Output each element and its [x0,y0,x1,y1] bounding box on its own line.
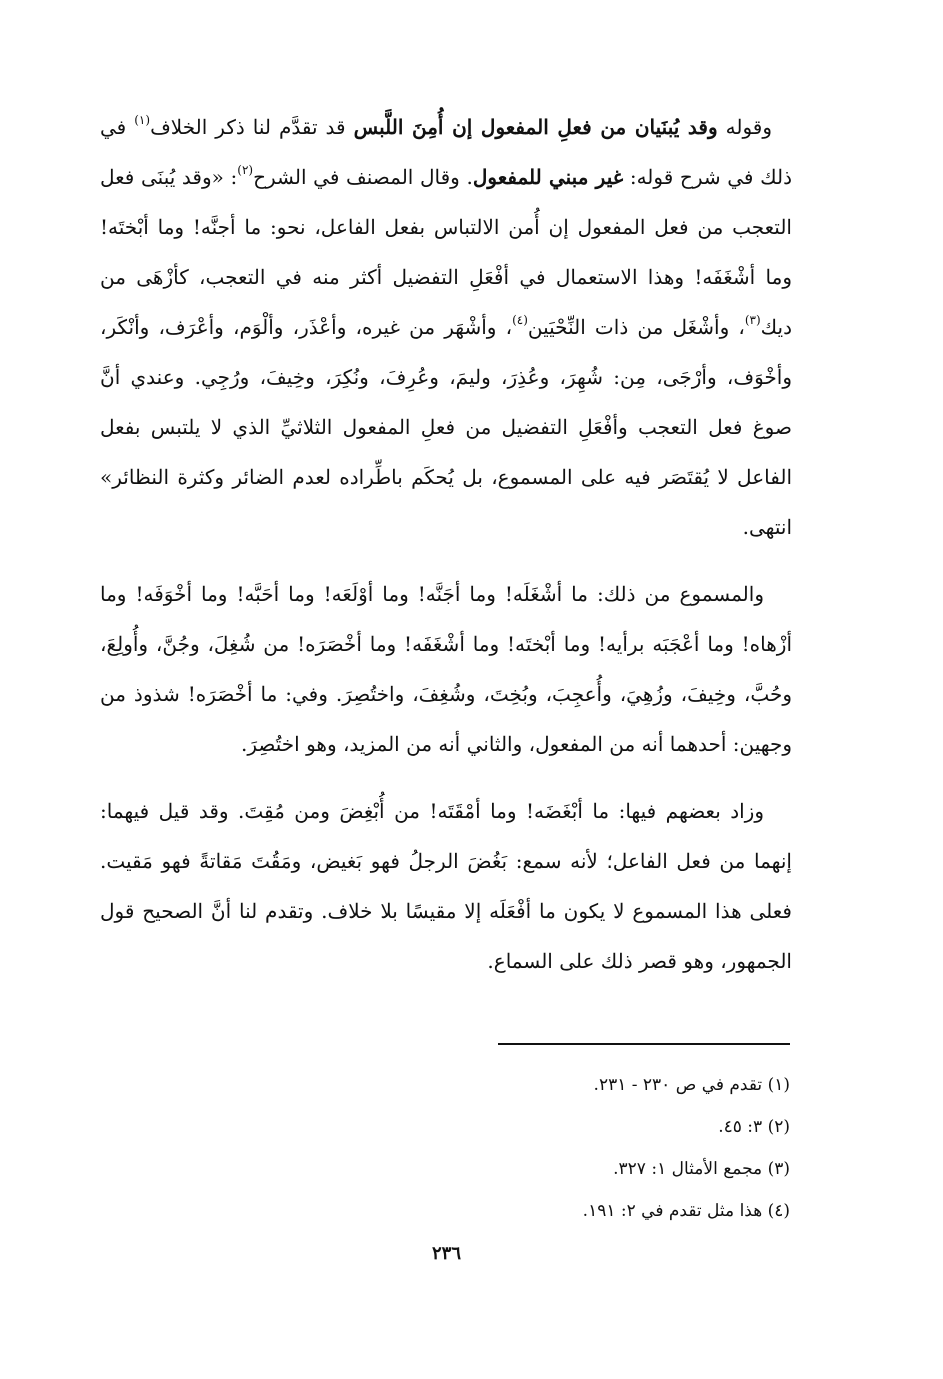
footnote-1: (١) تقدم في ص ٢٣٠ - ٢٣١. [593,1075,790,1095]
footnote-3: (٣) مجمع الأمثال ١: ٣٢٧. [613,1159,790,1179]
main-text [100,102,792,1003]
footnotes [420,1064,790,1232]
page-number: ٢٣٦ [431,1243,461,1264]
text-run: في ذلك في شرح قوله: [100,115,792,189]
text-run: وقوله [717,115,773,139]
paragraph-1 [100,102,792,552]
bold-quote: غير مبني للمفعول [472,165,624,189]
paragraph-2: والمسموع من ذلك: ما أشْغَلَه! وما أجَنَّه! وما أوْلَعَه! وما أحَبَّه! وما أخْوَفَه! وما أزْهاه! وما أعْجَبَه برأيه! وما أبْختَه! وما أشْغَفَه! وما أخْصَرَه! من شُغِلَ، وجُنَّ، وأُولِعَ، وحُبَّ، وخِيفَ، وزُهِيَ، وأُعجِبَ، وبُخِتَ، وشُغِفَ، واختُصِرَ. وفي: ما أخْصَرَه! شذوذ من وجهين: أحدهما أنه من المفعول، والثاني أنه من المزيد، وهو اختُصِرَ. [100,582,792,756]
footnote-ref-3: (٣) [744,313,761,327]
text-run: قد تقدَّم لنا ذكر الخلاف [150,115,354,139]
footnote-ref-1: (١) [134,113,151,127]
footnote-ref-4: (٤) [512,313,528,327]
text-run: . وقال المصنف في الشرح [253,165,473,189]
text-run: ، وأشْهَر من غيره، وأعْذَر، وألْوَم، وأعْرَف، وأنْكَر، وأخْوَف، وأرْجَى، مِن: شُهِرَ، وعُذِرَ، وليمَ، وعُرِفَ، ونُكِرَ، وخِيفَ، ورُجِي. وعندي أنَّ صوغ فعل التعجب وأفْعَلِ التفضيل من فعلِ المفعول الثلاثيِّ الذي لا يلتبس بفعل الفاعل لا يُقتَصَر فيه على المسموع، بل يُحكَم باطِّراده لعدم الضائر وكثرة النظائر» انتهى. [100,315,792,539]
text-run: ، وأشْغَل من ذات النِّحْيَين [527,315,745,339]
footnote-ref-2: (٢) [237,163,254,177]
text-run: : «وقد يُبنَى فعل التعجب من فعل المفعول إن أُمن الالتباس بفعل الفاعل، نحو: ما أجنَّه! وما أبْختَه! وما أشْغَفَه! وهذا الاستعمال في أفْعَلِ التفضيل أكثر منه في التعجب، كأزْهَى من ديك [100,165,792,339]
footnote-2: (٢) ٣: ٤٥. [718,1117,790,1137]
footnote-separator [498,1043,790,1045]
footnote-4: (٤) هذا مثل تقدم في ٢: ١٩١. [582,1201,790,1221]
paragraph-3: وزاد بعضهم فيها: ما أبْغَضَه! وما أمْقَتَه! من أُبْغِضَ ومن مُقِتَ. وقد قيل فيهما: إنهما من فعل الفاعل؛ لأنه سمع: بَغُضَ الرجلُ فهو بَغيض، ومَقُتَ مَقاتةً فهو مَقيت. فعلى هذا المسموع لا يكون ما أفْعَلَه إلا مقيسًا بلا خلاف. وتقدم لنا أنَّ الصحيح قول الجمهور، وهو قصر ذلك على السماع. [100,799,792,973]
bold-quote: وقد يُبنَيان من فعلِ المفعول إن أُمِنَ اللَّبس [353,115,718,139]
